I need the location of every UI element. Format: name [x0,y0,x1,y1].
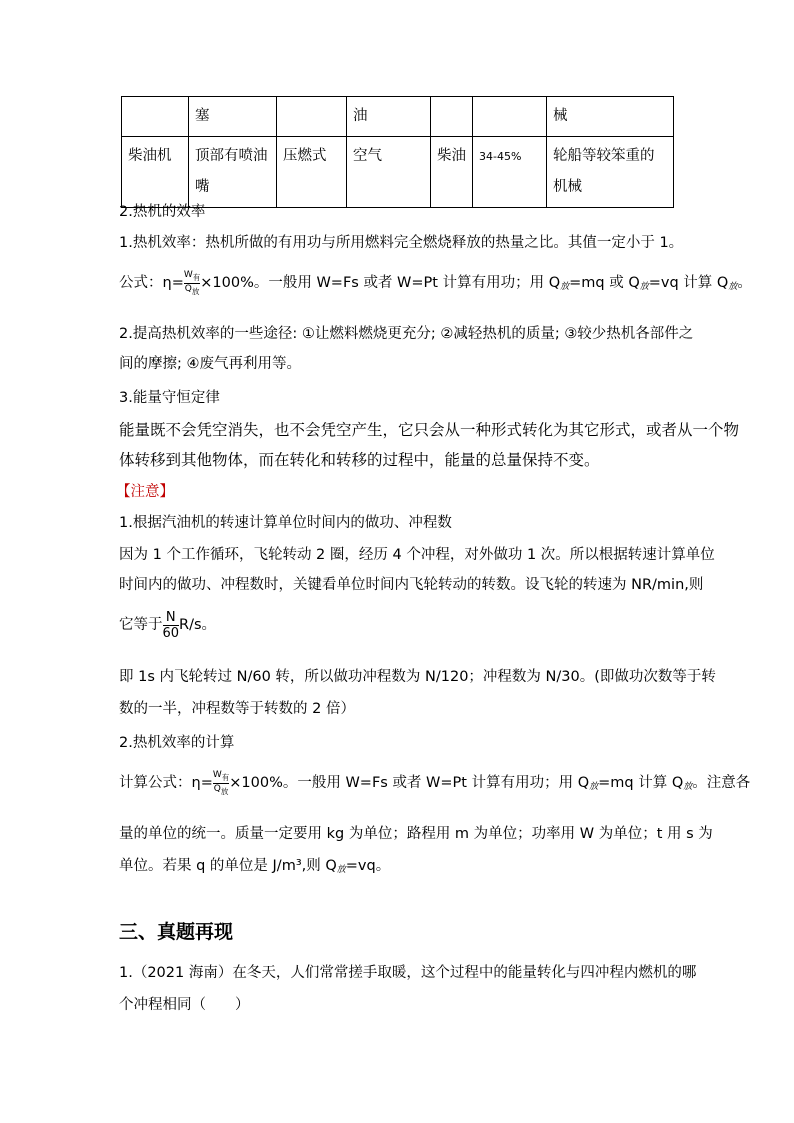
formula-prefix: 公式：η= [119,275,184,291]
table-cell: 塞 [189,97,277,137]
table-cell: 空气 [347,137,431,208]
table-cell [473,97,547,137]
conservation-heading: 3.能量守恒定律 [119,390,220,406]
section-3-title: 三、真题再现 [119,921,234,943]
table-cell: 顶部有喷油嘴 [189,137,277,208]
calc-formula: 计算公式：η= $\frac{W_有}{Q_放}$ ×100%。一般用 W=Fs 或者 W=Pt 计算有用功；用 $Q_放=mq$ 计算 $Q_放$。注意各 [119,770,751,796]
units-line-2: 单位。若果 q 的单位是 J/m³,则 $Q_放=vq$。 [119,858,391,875]
fraction-numerator: $W_有$ [183,270,201,282]
fraction-denominator: $Q_放$ [184,283,200,296]
note-heading-1: 1.根据汽油机的转速计算单位时间内的做功、冲程数 [119,515,452,531]
rpm-fraction: $\frac{N}{60}$ [162,609,180,641]
table-row [122,97,674,137]
note-para-2-line-1: 即 1s 内飞轮转过 N/60 转，所以做功冲程数为 N/120；冲程数为 N/30。(即做功次数等于转 [119,669,716,685]
table-cell [277,97,347,137]
efficiency-item-2-line-2: 间的摩擦; ④废气再利用等。 [119,356,301,372]
efficiency-item-2-line-1: 2.提高热机效率的一些途径: ①让燃料燃烧更充分; ②减轻热机的质量; ③较少热机各部件之 [119,326,694,342]
note-para-1-line-1: 因为 1 个工作循环，飞轮转动 2 圈，经历 4 个冲程，对外做功 1 次。所以根据转速计算单位 [119,547,715,563]
calc-fraction: $\frac{W_有}{Q_放}$ [212,770,230,796]
efficiency-fraction [184,271,200,295]
note-para-1-line-3: 它等于 $\frac{N}{60}$ R/s。 [119,609,217,641]
efficiency-heading: 2.热机的效率 [119,204,206,220]
table-cell: 柴油 [431,137,473,208]
question-1-line-1: 1.（2021 海南）在冬天，人们常常搓手取暖，这个过程中的能量转化与四冲程内燃机的哪 [119,965,697,981]
units-line-1: 量的单位的统一。质量一定要用 kg 为单位；路程用 m 为单位；功率用 W 为单位；t 用 s 为 [119,826,713,842]
note-para-1-line-2: 时间内的做功、冲程数时，关键看单位时间内飞轮转动的转数。设飞轮的转速为 NR/min,则 [119,577,704,593]
table-row [122,137,674,208]
table-cell: 柴油机 [122,137,189,208]
engine-comparison-table [121,96,674,208]
question-1-line-2: 个冲程相同（ ） [119,997,250,1013]
efficiency-formula: 公式：η= $\frac{W_有}{Q_放}$ ×100%。一般用 W=Fs 或者 W=Pt 计算有用功；用 $Q_放=mq$ 或 $Q_放=vq$ 计算 $Q_放$。 [119,270,752,296]
table-cell: 34-45% [473,137,547,208]
table-cell [122,97,189,137]
table-cell: 油 [347,97,431,137]
note-para-2-line-2: 数的一半，冲程数等于转数的 2 倍） [119,701,355,717]
efficiency-item-1: 1.热机效率：热机所做的有用功与所用燃料完全燃烧释放的热量之比。其值一定小于 1。 [119,235,684,251]
table-cell: 械 [547,97,674,137]
table-cell: 轮船等较笨重的机械 [547,137,674,208]
conservation-line-1: 能量既不会凭空消失，也不会凭空产生，它只会从一种形式转化为其它形式，或者从一个物 [119,421,740,439]
table-cell: 压燃式 [277,137,347,208]
note-heading-2: 2.热机效率的计算 [119,735,235,751]
conservation-line-2: 体转移到其他物体，而在转化和转移的过程中，能量的总量保持不变。 [119,451,600,469]
table-cell [431,97,473,137]
note-title: 【注意】 [116,484,174,500]
